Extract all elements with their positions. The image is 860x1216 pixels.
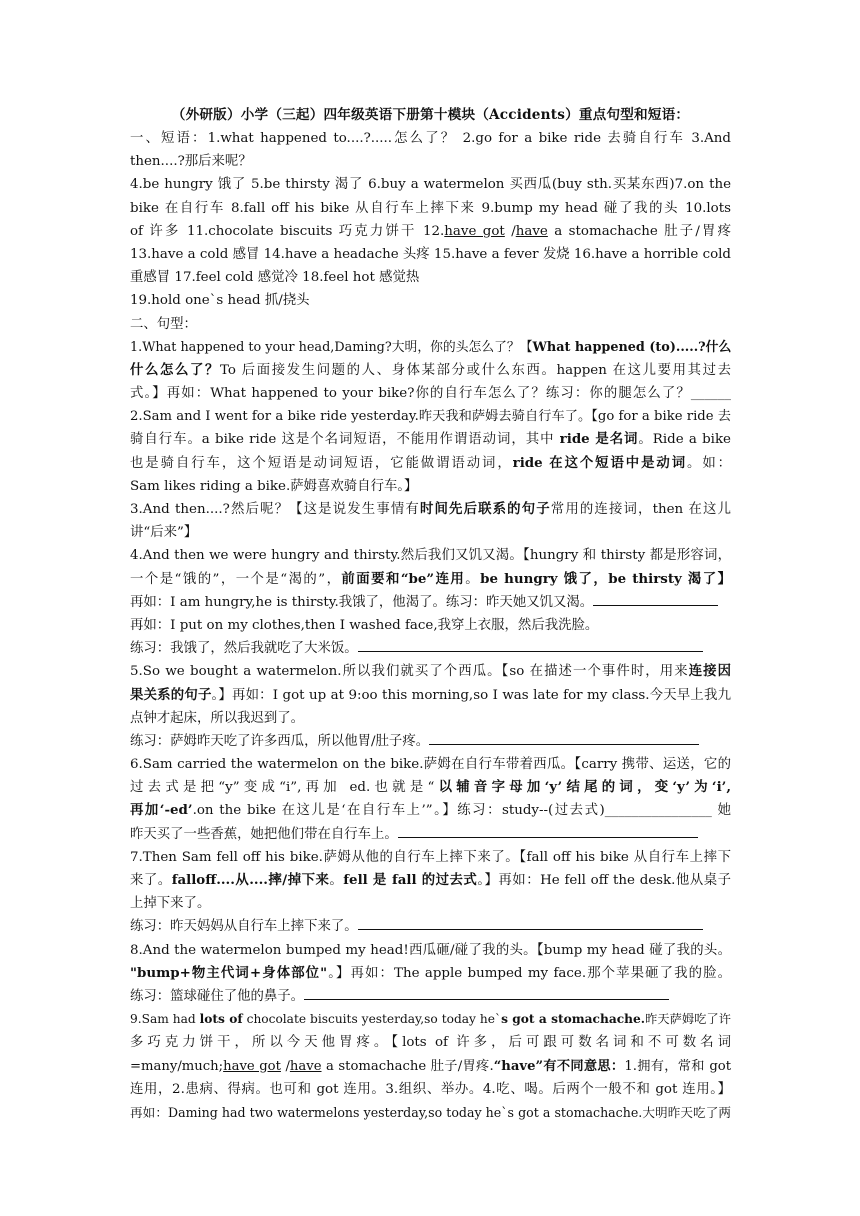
text-line bbox=[130, 289, 731, 312]
text-line bbox=[130, 127, 731, 150]
text-line bbox=[130, 313, 731, 336]
bold-text: 前面要和“be”连用 bbox=[341, 570, 466, 587]
text-line bbox=[130, 823, 731, 846]
text-segment: 一个是“饿的”，一个是“渴的”， bbox=[130, 571, 342, 587]
bold-text: lots of bbox=[199, 1012, 243, 1027]
text-line bbox=[130, 243, 731, 266]
text-segment: then....?那后来呢？ bbox=[130, 154, 252, 170]
text-line bbox=[130, 892, 731, 915]
text-segment: 也是骑自行车，这个短语是动词短语，它能做谓语动词， bbox=[130, 455, 513, 471]
text-line bbox=[130, 1031, 731, 1054]
text-segment: .on the bike 在这儿是‘在自行车上’”。】练习：study--(过去式)________________ 她 bbox=[192, 803, 731, 819]
bold-text: 什么怎么了？ bbox=[130, 361, 220, 378]
underlined-text: have bbox=[289, 1058, 322, 1074]
underlined-text: have got bbox=[444, 223, 505, 239]
text-segment: a stomachache 肚子/胃疼. bbox=[321, 1058, 494, 1074]
text-segment: / bbox=[280, 1058, 290, 1074]
text-segment: 8.And the watermelon bumped my head!西瓜砸/碰了我的头。【bump my head 碰了我的头。 bbox=[130, 942, 731, 958]
text-segment: 一、短语：1.what happened to....?.....怎么了？ 2.go for a bike ride 去骑自行车 3.And bbox=[130, 131, 731, 146]
bold-text: 再加‘-ed’ bbox=[130, 802, 193, 819]
bold-text: 果关系的句子 bbox=[130, 686, 212, 703]
text-segment: 。 bbox=[465, 571, 481, 587]
text-segment: 1.What happened to your head,Daming?大明，你的头怎么了？【 bbox=[130, 339, 533, 355]
answer-blank bbox=[358, 637, 703, 652]
text-line bbox=[130, 498, 731, 521]
text-line bbox=[130, 568, 731, 591]
text-line bbox=[130, 684, 731, 707]
text-line bbox=[130, 1055, 731, 1078]
bold-text: falloff....从....摔/掉下来 bbox=[171, 872, 330, 888]
document-page bbox=[130, 104, 731, 1124]
text-line bbox=[130, 428, 731, 451]
text-line bbox=[130, 405, 731, 428]
bold-text: fell 是 fall 的过去式 bbox=[343, 872, 478, 888]
text-segment: 练习：萨姆昨天吃了许多西瓜，所以他胃/肚子疼。 bbox=[130, 733, 430, 749]
text-segment: 4.And then we were hungry and thirsty.然后我们又饥又渴。【hungry 和 thirsty 都是形容词， bbox=[130, 548, 731, 564]
text-line bbox=[130, 660, 731, 683]
text-segment: 。】再如：I got up at 9:oo this morning,so I was late for my class.今天早上我九 bbox=[211, 687, 731, 703]
text-line bbox=[130, 591, 731, 614]
text-segment: 练习：我饿了，然后我就吃了大米饭。 bbox=[130, 641, 358, 657]
text-segment: 上掉下来了。 bbox=[130, 896, 211, 912]
bold-text: 时间先后联系的句子 bbox=[419, 501, 551, 517]
text-segment: 骑自行车。a bike ride 这是个名词短语，不能用作谓语动词，其中 bbox=[130, 432, 560, 448]
text-line bbox=[130, 637, 731, 660]
text-segment: bike 在自行车 8.fall off his bike 从自行车上摔下来 9.bump my head 碰了我的头 10.lots bbox=[130, 200, 731, 216]
text-segment: 再如：Daming had two watermelons yesterday,so today he`s got a stomachache.大明昨天吃了两 bbox=[130, 1104, 731, 1120]
text-line bbox=[130, 359, 731, 382]
underlined-text: have got bbox=[223, 1058, 281, 1074]
text-segment: To 后面接发生问题的人、身体某部分或什么东西。happen 在这儿要用其过去 bbox=[219, 362, 731, 378]
text-segment: 常用的连接词，then 在这儿 bbox=[550, 502, 731, 517]
bold-text: What happened (to).....?什么 bbox=[532, 339, 732, 355]
text-segment: 二、句型： bbox=[130, 316, 197, 332]
document-body bbox=[130, 127, 731, 1124]
text-segment: 。】再如：He fell off the desk.他从桌子 bbox=[477, 873, 732, 888]
text-segment: 9.Sam had bbox=[130, 1012, 200, 1027]
text-segment: 7.Then Sam fell off his bike.萨姆从他的自行车上摔下来了。【fall off his bike 从自行车上摔下 bbox=[130, 849, 731, 865]
text-segment: 再如：I am hungry,he is thirsty.我饿了，他渴了。练习：昨天她又饥又渴。 bbox=[130, 594, 594, 610]
text-segment: / bbox=[504, 223, 516, 239]
text-segment: 。如： bbox=[687, 455, 732, 471]
bold-text: "bump+物主代词+身体部位" bbox=[130, 964, 328, 981]
text-segment: 。】再如：The apple bumped my face.那个苹果砸了我的脸。 bbox=[327, 965, 731, 981]
text-segment: 练习：篮球碰住了他的鼻子。 bbox=[130, 988, 305, 1004]
text-segment: 讲“后来”】 bbox=[130, 525, 198, 541]
text-line bbox=[130, 197, 731, 220]
text-line bbox=[130, 1101, 731, 1124]
bold-text: s got a stomachache. bbox=[501, 1012, 645, 1027]
text-segment: 3.And then....?然后呢？【这是说发生事情有 bbox=[130, 502, 420, 517]
text-line bbox=[130, 150, 731, 173]
text-line bbox=[130, 614, 731, 637]
text-segment: 连用，2.患病、得病。也可和 got 连用。3.组织、举办。4.吃、喝。后两个一般不和 got 连用。】 bbox=[130, 1081, 731, 1097]
text-segment: 昨天萨姆吃了许 bbox=[645, 1012, 731, 1027]
bold-text: ride 是名词 bbox=[559, 431, 639, 448]
text-segment: 多巧克力饼干，所以今天他胃疼。【lots of 许多，后可跟可数名词和不可数名词 bbox=[130, 1035, 731, 1051]
text-segment: Sam likes riding a bike.萨姆喜欢骑自行车。】 bbox=[130, 478, 418, 494]
text-segment: 6.Sam carried the watermelon on the bike.萨姆在自行车带着西瓜。【carry 携带、运送，它的 bbox=[130, 757, 731, 773]
text-line bbox=[130, 915, 731, 938]
answer-blank bbox=[429, 730, 699, 745]
document-title: （外研版）小学（三起）四年级英语下册第十模块（Accidents）重点句型和短语： bbox=[171, 107, 690, 123]
text-line bbox=[130, 336, 731, 359]
text-segment: 重感冒 17.feel cold 感觉冷 18.feel hot 感觉热 bbox=[130, 270, 420, 286]
text-segment: a stomachache 肚子/胃疼 bbox=[547, 223, 731, 239]
text-line bbox=[130, 452, 731, 475]
text-segment: 式。】再如：What happened to your bike?你的自行车怎么了？练习：你的腿怎么了？______ bbox=[130, 386, 731, 402]
text-segment: 5.So we bought a watermelon.所以我们就买了个西瓜。【so 在描述一个事件时，用来 bbox=[130, 664, 689, 680]
text-segment: 再如：I put on my clothes,then I washed face,我穿上衣服，然后我洗脸。 bbox=[130, 617, 599, 633]
text-segment: 过去式是把“y”变成“i”,再加 ed.也就是“ bbox=[130, 780, 435, 796]
text-line bbox=[130, 730, 731, 753]
bold-text: “have”有不同意思： bbox=[493, 1058, 625, 1074]
text-line bbox=[130, 1078, 731, 1101]
bold-text: be hungry 饿了，be thirsty 渴了】 bbox=[480, 570, 732, 587]
text-line bbox=[130, 173, 731, 196]
text-line bbox=[130, 753, 731, 776]
text-segment: 点钟才起床，所以我迟到了。 bbox=[130, 710, 305, 726]
text-line bbox=[130, 776, 731, 799]
text-segment: 4.be hungry 饿了 5.be thirsty 渴了 6.buy a watermelon 买西瓜(buy sth.买某东西)7.on the bbox=[130, 177, 731, 193]
text-segment: chocolate biscuits yesterday,so today he` bbox=[242, 1012, 502, 1027]
text-segment: 1.拥有，常和 got bbox=[624, 1058, 732, 1074]
text-segment: 昨天买了一些香蕉，她把他们带在自行车上。 bbox=[130, 826, 398, 842]
answer-blank bbox=[358, 915, 703, 930]
text-line bbox=[130, 962, 731, 985]
text-segment: 练习：昨天妈妈从自行车上摔下来了。 bbox=[130, 919, 358, 935]
text-line bbox=[130, 869, 731, 892]
text-line bbox=[130, 266, 731, 289]
underlined-text: have bbox=[515, 223, 548, 239]
text-line bbox=[130, 544, 731, 567]
text-line bbox=[130, 382, 731, 405]
text-line bbox=[130, 985, 731, 1008]
text-segment: 。 bbox=[329, 873, 344, 888]
text-segment: 13.have a cold 感冒 14.have a headache 头疼 15.have a fever 发烧 16.have a horrible cold bbox=[130, 246, 731, 262]
answer-blank bbox=[593, 591, 718, 606]
bold-text: ride 在这个短语中是动词 bbox=[512, 454, 688, 471]
text-segment: of 许多 11.chocolate biscuits 巧克力饼干 12. bbox=[130, 223, 445, 239]
text-segment: 来了。 bbox=[130, 873, 172, 888]
text-line bbox=[130, 475, 731, 498]
text-line bbox=[130, 846, 731, 869]
text-line bbox=[130, 1008, 731, 1031]
text-line bbox=[130, 707, 731, 730]
text-segment: =many/much; bbox=[130, 1058, 224, 1074]
bold-text: 连接因 bbox=[688, 663, 731, 680]
text-line bbox=[130, 799, 731, 822]
text-line bbox=[130, 220, 731, 243]
bold-text: 以辅音字母加‘y’结尾的词，变‘y’为‘i’, bbox=[434, 779, 731, 796]
text-segment: 2.Sam and I went for a bike ride yesterday.昨天我和萨姆去骑自行车了。【go for a bike ride 去 bbox=[130, 409, 731, 425]
answer-blank bbox=[304, 985, 669, 1000]
answer-blank bbox=[398, 823, 698, 838]
text-segment: 19.hold one`s head 抓/挠头 bbox=[130, 293, 310, 309]
text-line bbox=[130, 521, 731, 544]
text-segment: 。Ride a bike bbox=[638, 432, 731, 448]
text-line bbox=[130, 939, 731, 962]
